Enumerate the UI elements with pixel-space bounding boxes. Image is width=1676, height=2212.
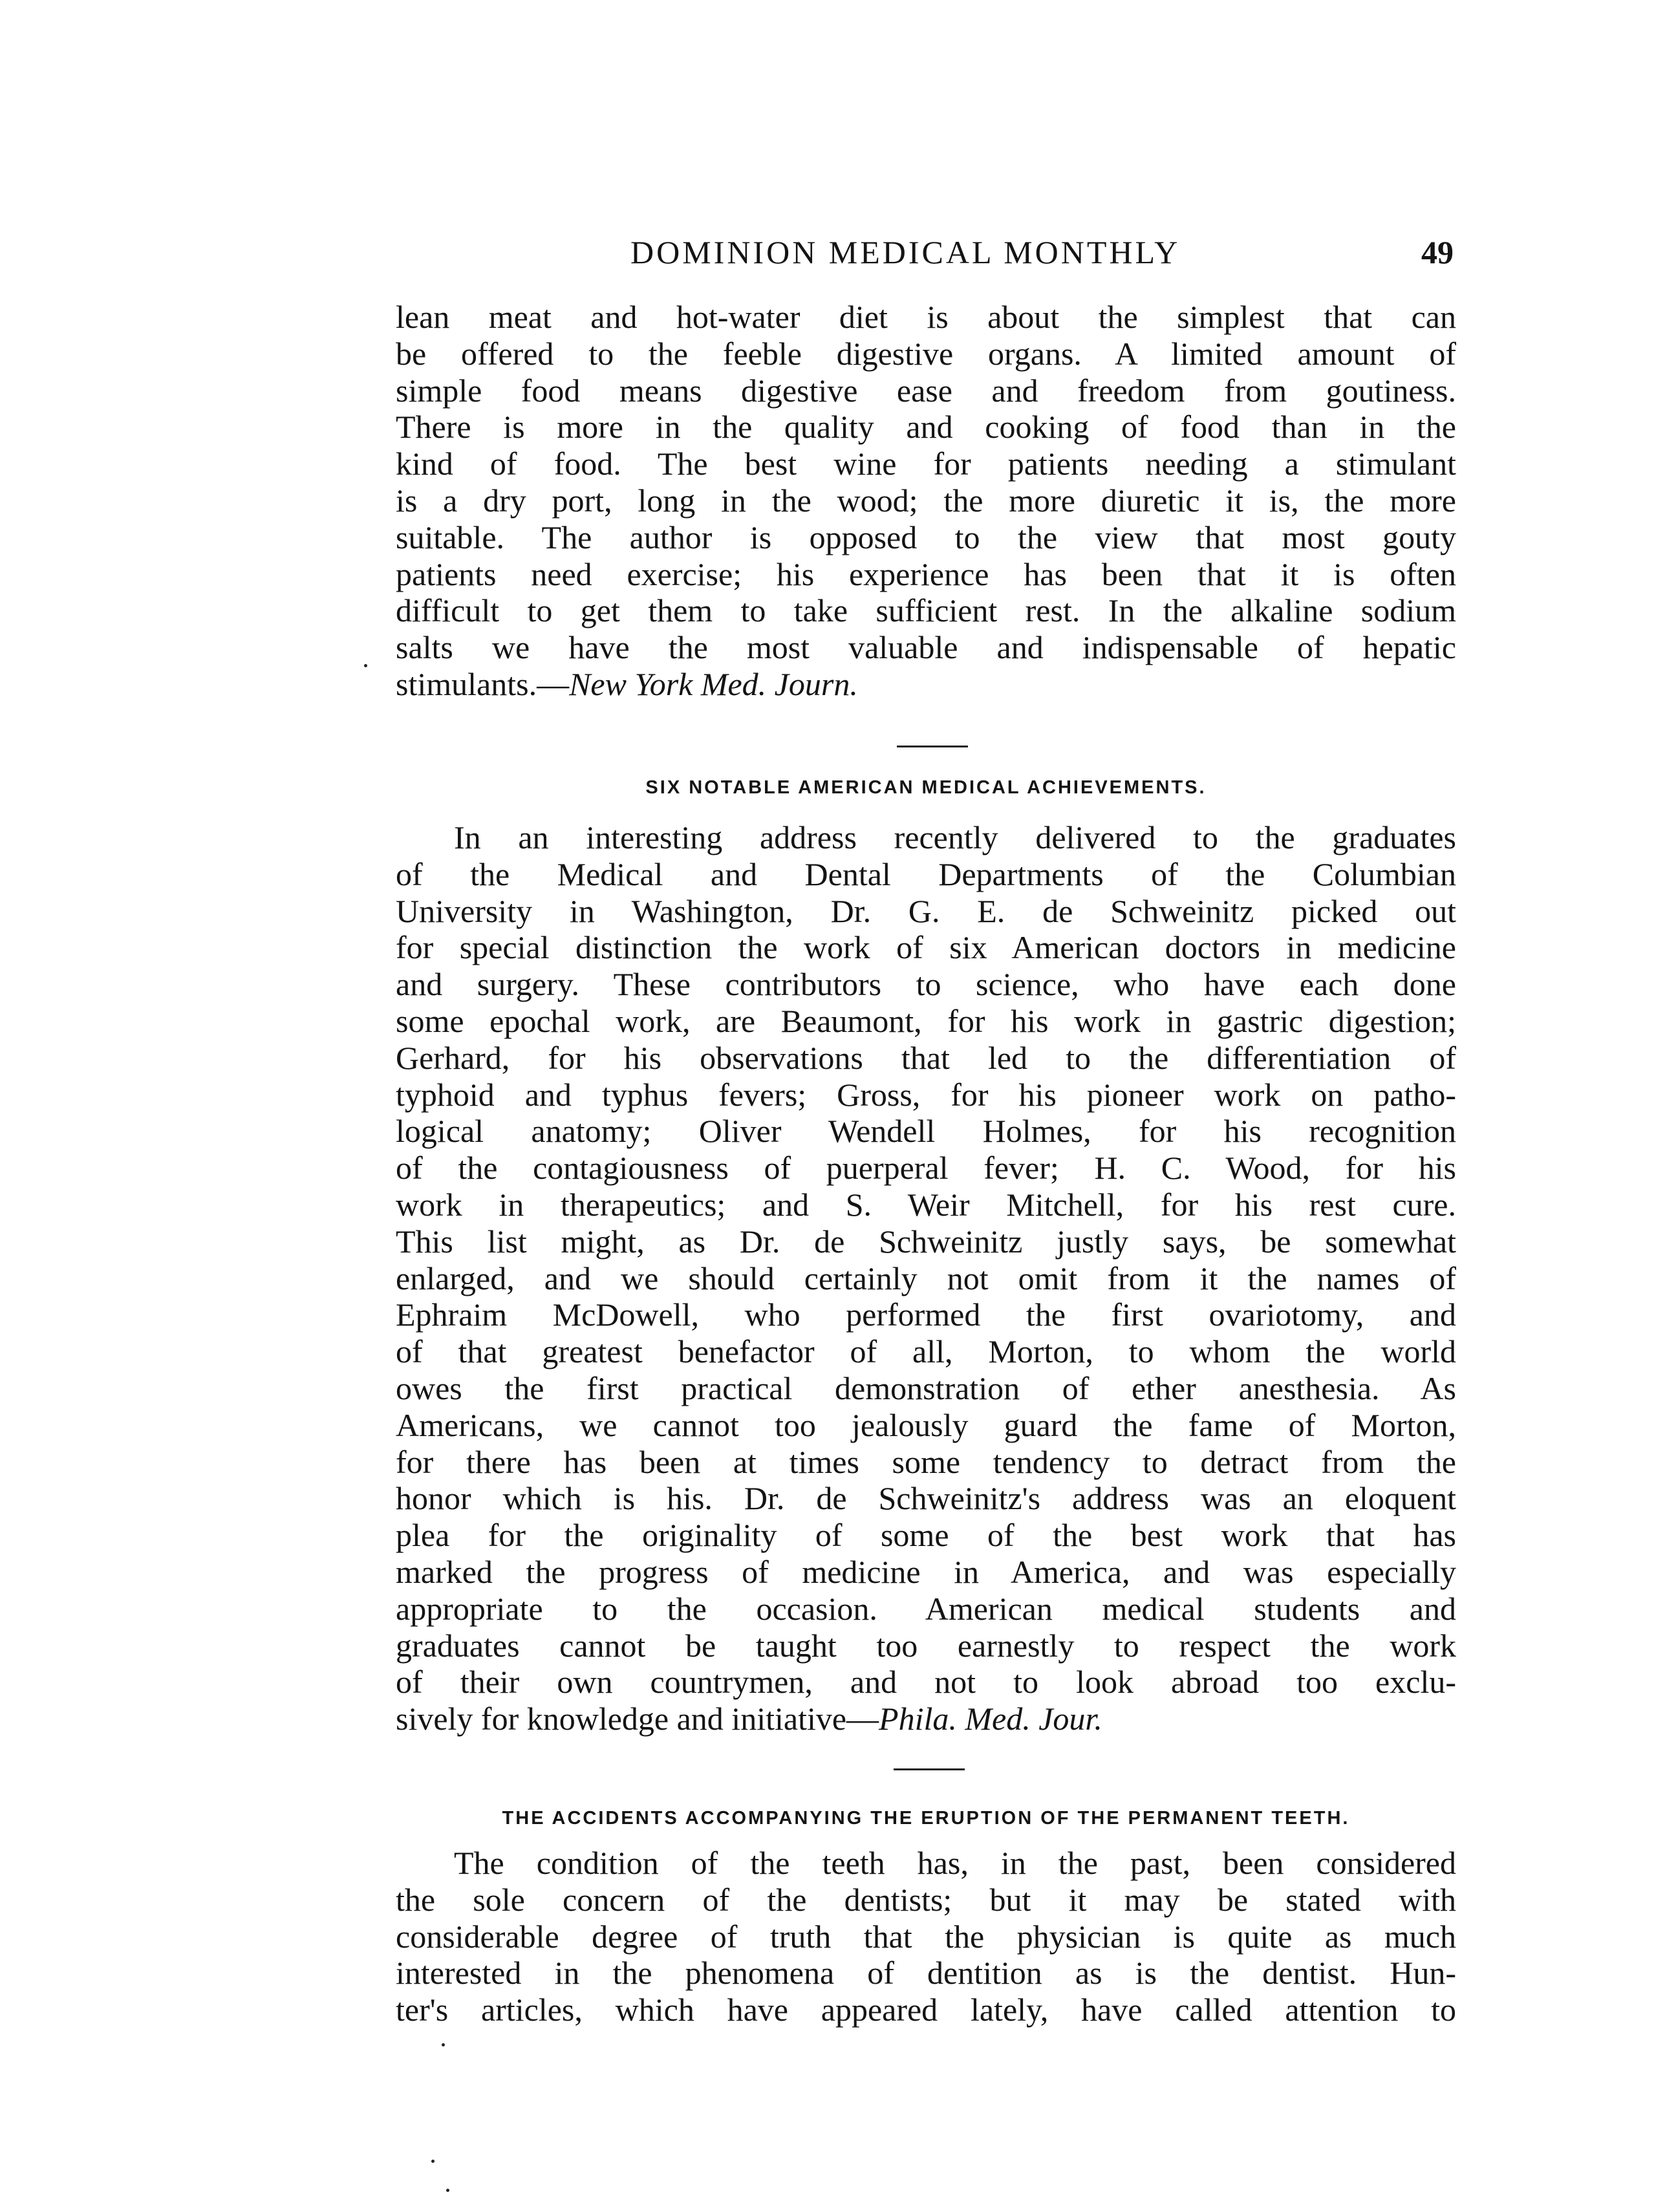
text-line: of the Medical and Dental Departments of the Columbian: [396, 855, 1456, 892]
text-line: some epochal work, are Beaumont, for his work in gastric digestion;: [396, 1002, 1456, 1039]
text-line: is a dry port, long in the wood; the more diuretic it is, the more: [396, 482, 1456, 519]
article-heading: THE ACCIDENTS ACCOMPANYING THE ERUPTION OF THE PERMANENT TEETH.: [502, 1808, 1350, 1829]
text-line: This list might, as Dr. de Schweinitz justly says, be somewhat: [396, 1223, 1456, 1260]
text-line: patients need exercise; his experience has been that it is often: [396, 555, 1456, 592]
text-line: plea for the originality of some of the best work that has: [396, 1517, 1456, 1554]
paragraph-six-achievements: [396, 819, 1456, 1737]
text-line: interested in the phenomena of dentition as is the dentist. Hun-: [396, 1955, 1456, 1992]
text-line: Americans, we cannot too jealously guard the fame of Morton,: [396, 1406, 1456, 1443]
text-line: typhoid and typhus fevers; Gross, for his pioneer work on patho-: [396, 1076, 1456, 1113]
text-line: salts we have the most valuable and indispensable of hepatic: [396, 629, 1456, 666]
text-line: logical anatomy; Oliver Wendell Holmes, for his recognition: [396, 1113, 1456, 1150]
ink-speck: [364, 664, 367, 667]
text-line: In an interesting address recently delivered to the graduates: [454, 819, 1456, 855]
ink-speck: [442, 2043, 445, 2046]
text-line: owes the first practical demonstration of ether anesthesia. As: [396, 1369, 1456, 1406]
text-line: suitable. The author is opposed to the view that most gouty: [396, 519, 1456, 555]
text-line: simple food means digestive ease and freedom from goutiness.: [396, 372, 1456, 409]
text-fragment: stimulants.—: [396, 665, 570, 702]
text-line: difficult to get them to take sufficient rest. In the alkaline sodium: [396, 592, 1456, 629]
ink-speck: [431, 2160, 435, 2163]
paragraph-teeth-eruption: [396, 1845, 1456, 2028]
text-line: appropriate to the occasion. American medical students and: [396, 1590, 1456, 1627]
source-citation: Phila. Med. Jour.: [879, 1701, 1102, 1737]
text-line: and surgery. These contributors to science, who have each done: [396, 966, 1456, 1003]
journal-title: DOMINION MEDICAL MONTHLY: [630, 234, 1181, 270]
text-line: kind of food. The best wine for patients needing a stimulant: [396, 446, 1456, 482]
source-citation: New York Med. Journ.: [569, 665, 858, 702]
text-line: the sole concern of the dentists; but it may be stated with: [396, 1881, 1456, 1918]
ink-speck: [446, 2189, 449, 2192]
page-number: 49: [1421, 234, 1454, 270]
text-line: honor which is his. Dr. de Schweinitz's address was an eloquent: [396, 1480, 1456, 1517]
text-line: of their own countrymen, and not to look abroad too exclu-: [396, 1664, 1456, 1701]
text-line: of that greatest benefactor of all, Morton, to whom the world: [396, 1333, 1456, 1370]
text-line: Ephraim McDowell, who performed the first ovariotomy, and: [396, 1296, 1456, 1333]
text-line: for special distinction the work of six American doctors in medicine: [396, 929, 1456, 966]
article-heading: SIX NOTABLE AMERICAN MEDICAL ACHIEVEMENTS.: [645, 777, 1207, 798]
text-line: The condition of the teeth has, in the past, been considered: [454, 1845, 1456, 1881]
paragraph-gout-diet: [396, 299, 1456, 703]
text-line-last: [396, 1701, 1456, 1737]
text-line: work in therapeutics; and S. Weir Mitchell, for his rest cure.: [396, 1186, 1456, 1223]
text-line: marked the progress of medicine in America, and was especially: [396, 1553, 1456, 1590]
text-line: of the contagiousness of puerperal fever; H. C. Wood, for his: [396, 1150, 1456, 1187]
text-line: University in Washington, Dr. G. E. de Schweinitz picked out: [396, 892, 1456, 929]
text-line: for there has been at times some tendency to detract from the: [396, 1443, 1456, 1480]
text-line: ter's articles, which have appeared lately, have called attention to: [396, 1992, 1456, 2028]
running-header: [630, 230, 1454, 275]
section-divider: [894, 1768, 965, 1770]
text-line: Gerhard, for his observations that led to the differentiation of: [396, 1039, 1456, 1076]
text-line: enlarged, and we should certainly not omit from it the names of: [396, 1260, 1456, 1296]
text-line: considerable degree of truth that the physician is quite as much: [396, 1918, 1456, 1955]
text-line-last: [396, 666, 1456, 703]
text-line: lean meat and hot-water diet is about the simplest that can: [396, 299, 1456, 335]
section-divider: [897, 746, 968, 747]
text-line: There is more in the quality and cooking of food than in the: [396, 409, 1456, 446]
text-fragment: sively for knowledge and initiative—: [396, 1701, 879, 1737]
text-line: be offered to the feeble digestive organs. A limited amount of: [396, 335, 1456, 372]
text-line: graduates cannot be taught too earnestly to respect the work: [396, 1627, 1456, 1664]
